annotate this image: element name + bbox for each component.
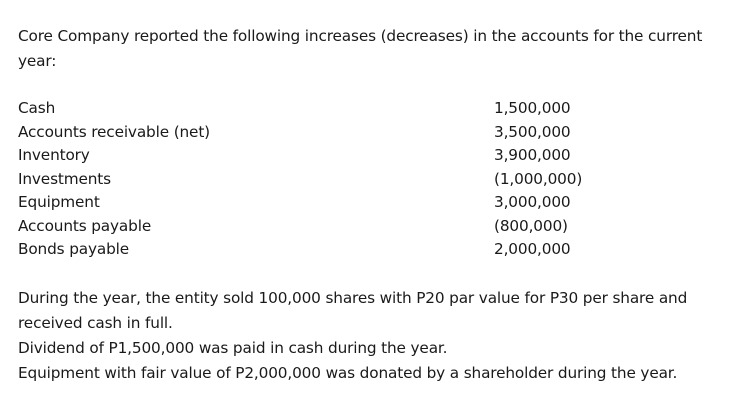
- account-amount: 3,000,000: [494, 193, 571, 211]
- account-row-cash: [18, 97, 734, 121]
- account-label: Cash: [18, 99, 56, 117]
- account-row-accounts-receivable: [18, 121, 734, 145]
- account-amount: (1,000,000): [494, 169, 583, 188]
- account-label: Equipment: [18, 193, 100, 211]
- problem-document: [18, 0, 734, 405]
- account-label: Inventory: [18, 146, 90, 164]
- account-row-bonds-payable: [18, 238, 734, 262]
- note-share-issuance: During the year, the entity sold 100,000 shares with P20 par value for P30 per share and received cash in full.: [18, 289, 688, 332]
- account-row-investments: [18, 168, 734, 192]
- account-label: Accounts payable: [18, 216, 152, 235]
- account-row-accounts-payable: [18, 215, 734, 239]
- account-label: Bonds payable: [18, 240, 130, 258]
- additional-information: [18, 286, 734, 386]
- account-amount: 1,500,000: [494, 99, 571, 117]
- note-equipment-donation: Equipment with fair value of P2,000,000 was donated by a shareholder during the year.: [18, 364, 678, 382]
- account-amount: 3,500,000: [494, 122, 571, 141]
- account-row-inventory: [18, 144, 734, 168]
- note-dividend: Dividend of P1,500,000 was paid in cash during the year.: [18, 339, 448, 357]
- account-row-equipment: [18, 191, 734, 215]
- account-label: Accounts receivable (net): [18, 122, 210, 141]
- account-label: Investments: [18, 169, 111, 188]
- account-amount: 3,900,000: [494, 146, 571, 164]
- account-changes-list: [18, 97, 734, 262]
- account-amount: 2,000,000: [494, 240, 571, 258]
- account-amount: (800,000): [494, 216, 568, 235]
- intro-paragraph: Core Company reported the following increases (decreases) in the accounts for the current year:: [18, 27, 703, 70]
